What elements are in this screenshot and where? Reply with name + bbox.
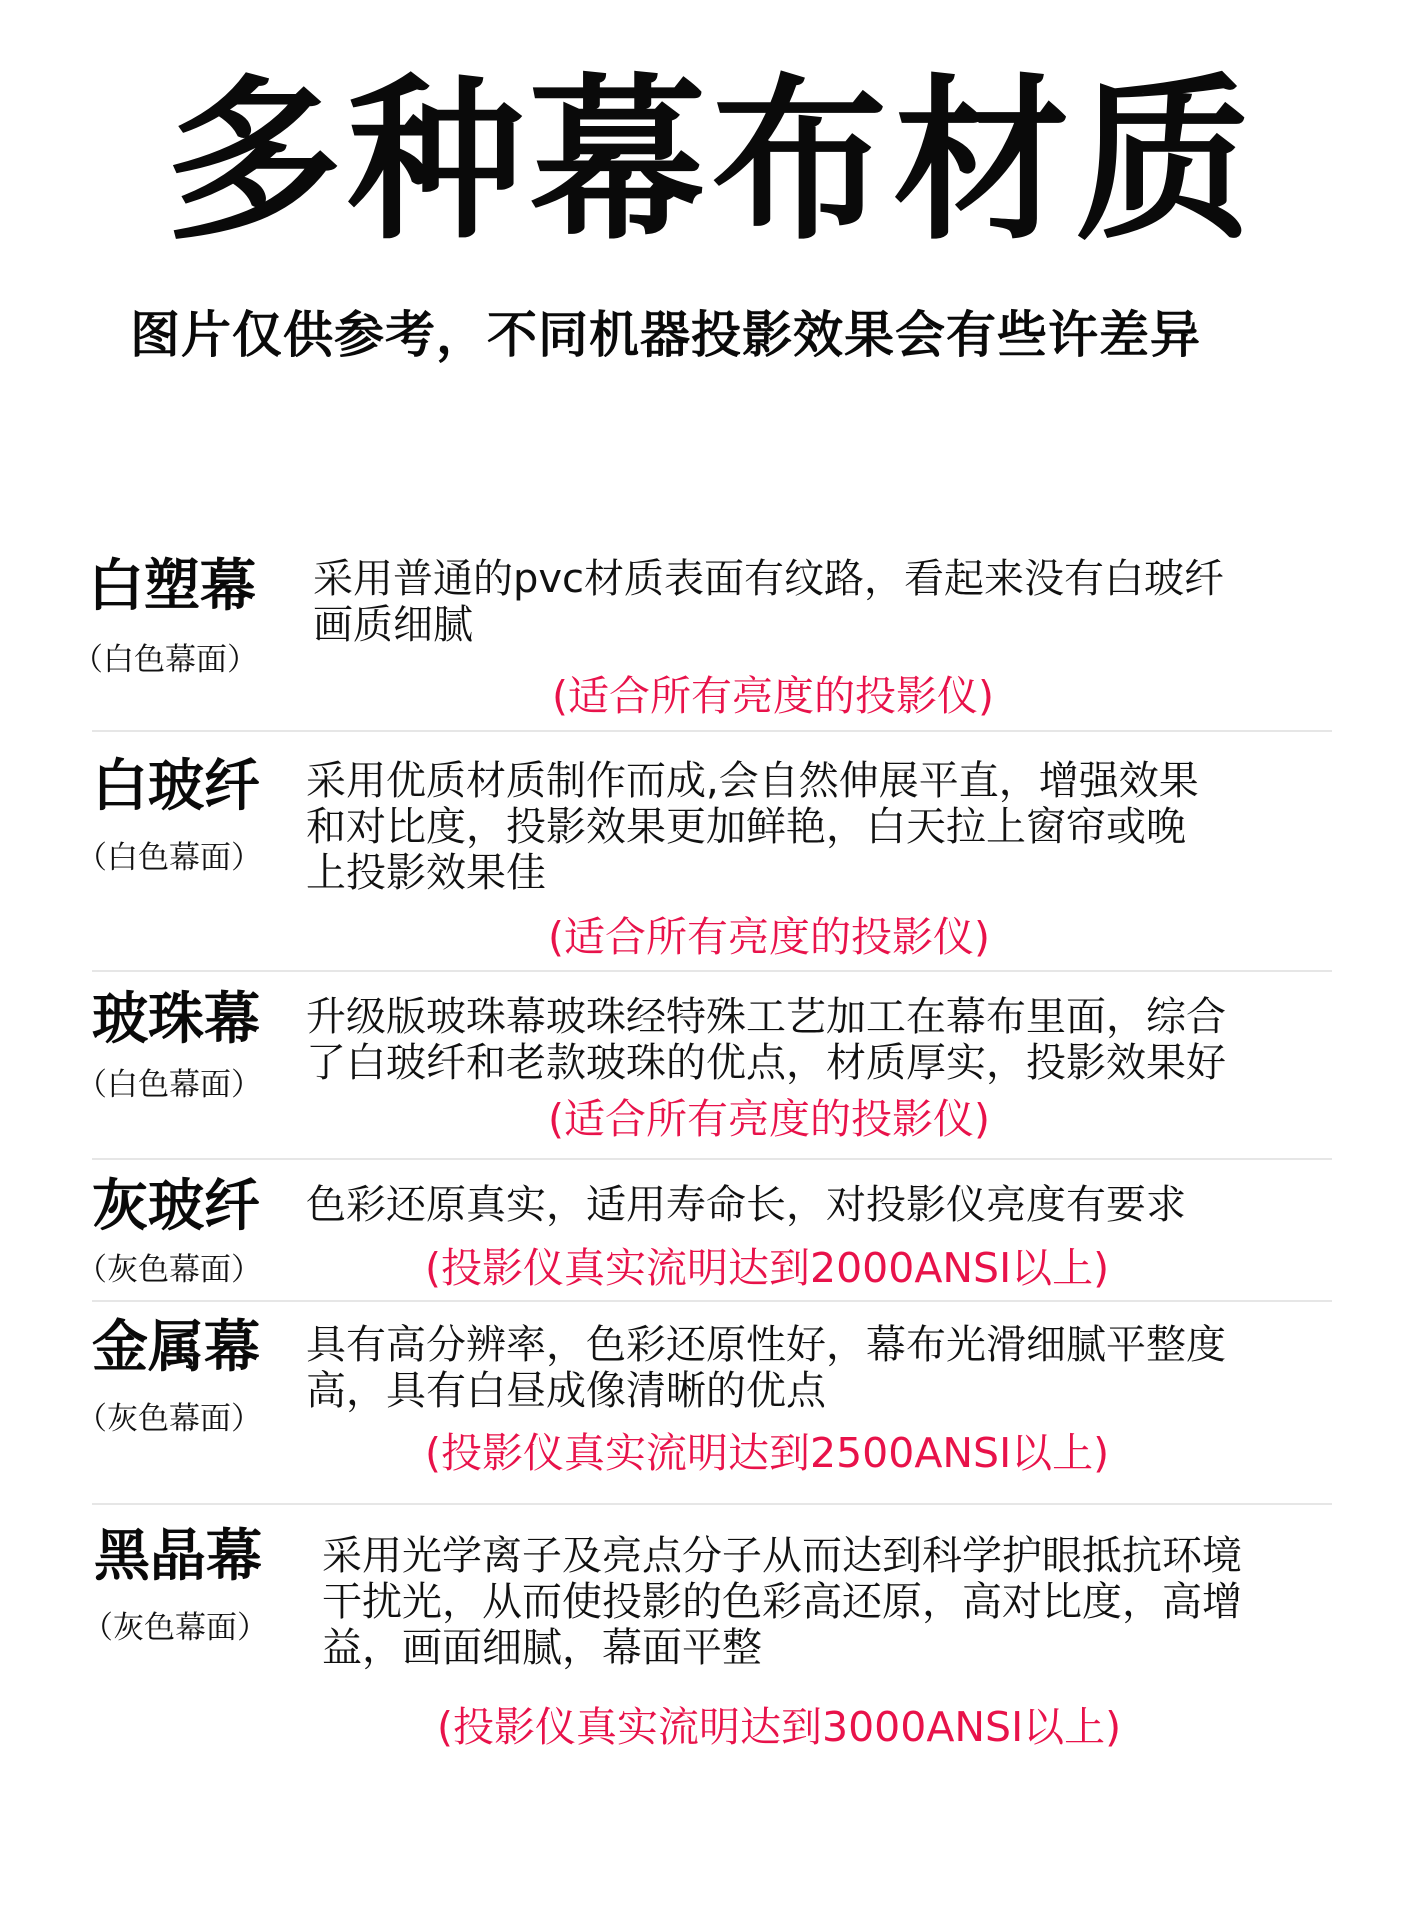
material-type: （灰色幕面） bbox=[76, 1252, 262, 1288]
material-type: （灰色幕面） bbox=[76, 1401, 262, 1437]
material-name: 白玻纤 bbox=[92, 754, 260, 819]
material-description bbox=[322, 1533, 1242, 1671]
description-line: 色彩还原真实，适用寿命长，对投影仪亮度有要求 bbox=[306, 1182, 1186, 1228]
section-divider bbox=[92, 1158, 1332, 1160]
description-line: 干扰光，从而使投影的色彩高还原，高对比度，高增 bbox=[322, 1579, 1242, 1625]
material-description bbox=[306, 994, 1226, 1086]
material-type: （白色幕面） bbox=[76, 1067, 262, 1103]
section-divider bbox=[92, 730, 1332, 732]
brightness-note: (适合所有亮度的投影仪) bbox=[548, 1095, 990, 1143]
material-name: 黑晶幕 bbox=[94, 1524, 262, 1589]
section-divider bbox=[92, 1300, 1332, 1302]
material-description bbox=[306, 758, 1199, 896]
description-line: 益，画面细腻，幕面平整 bbox=[322, 1625, 762, 1671]
brightness-note: (适合所有亮度的投影仪) bbox=[548, 913, 990, 961]
material-description bbox=[306, 1182, 1186, 1228]
description-line: 具有高分辨率，色彩还原性好，幕布光滑细腻平整度 bbox=[306, 1322, 1226, 1368]
description-line: 和对比度，投影效果更加鲜艳，白天拉上窗帘或晚 bbox=[306, 804, 1186, 850]
description-line: 上投影效果佳 bbox=[306, 850, 546, 896]
description-line: 采用优质材质制作而成,会自然伸展平直，增强效果 bbox=[306, 758, 1199, 804]
description-line: 采用光学离子及亮点分子从而达到科学护眼抵抗环境 bbox=[322, 1533, 1242, 1579]
brightness-note: (适合所有亮度的投影仪) bbox=[552, 672, 994, 720]
description-line: 高，具有白昼成像清晰的优点 bbox=[306, 1368, 826, 1414]
description-line: 画质细腻 bbox=[313, 602, 473, 648]
material-type: （白色幕面） bbox=[72, 642, 258, 678]
material-description bbox=[306, 1322, 1226, 1414]
brightness-note: (投影仪真实流明达到2000ANSI以上) bbox=[425, 1244, 1110, 1292]
page-title: 多种幕布材质 bbox=[165, 59, 1258, 264]
material-name: 金属幕 bbox=[92, 1315, 260, 1380]
material-description bbox=[313, 556, 1224, 648]
description-line: 了白玻纤和老款玻珠的优点，材质厚实，投影效果好 bbox=[306, 1040, 1226, 1086]
material-type: （灰色幕面） bbox=[82, 1610, 268, 1646]
section-divider bbox=[92, 1503, 1332, 1505]
description-line: 采用普通的pvc材质表面有纹路，看起来没有白玻纤 bbox=[313, 556, 1225, 602]
brightness-note: (投影仪真实流明达到2500ANSI以上) bbox=[425, 1429, 1110, 1477]
material-type: （白色幕面） bbox=[76, 840, 262, 876]
section-divider bbox=[92, 970, 1332, 972]
material-name: 白塑幕 bbox=[88, 554, 256, 619]
brightness-note: (投影仪真实流明达到3000ANSI以上) bbox=[437, 1703, 1122, 1751]
material-name: 灰玻纤 bbox=[92, 1174, 260, 1239]
description-line: 升级版玻珠幕玻珠经特殊工艺加工在幕布里面，综合 bbox=[306, 994, 1226, 1040]
page-subtitle: 图片仅供参考，不同机器投影效果会有些许差异 bbox=[130, 306, 1201, 364]
material-name: 玻珠幕 bbox=[92, 987, 260, 1052]
